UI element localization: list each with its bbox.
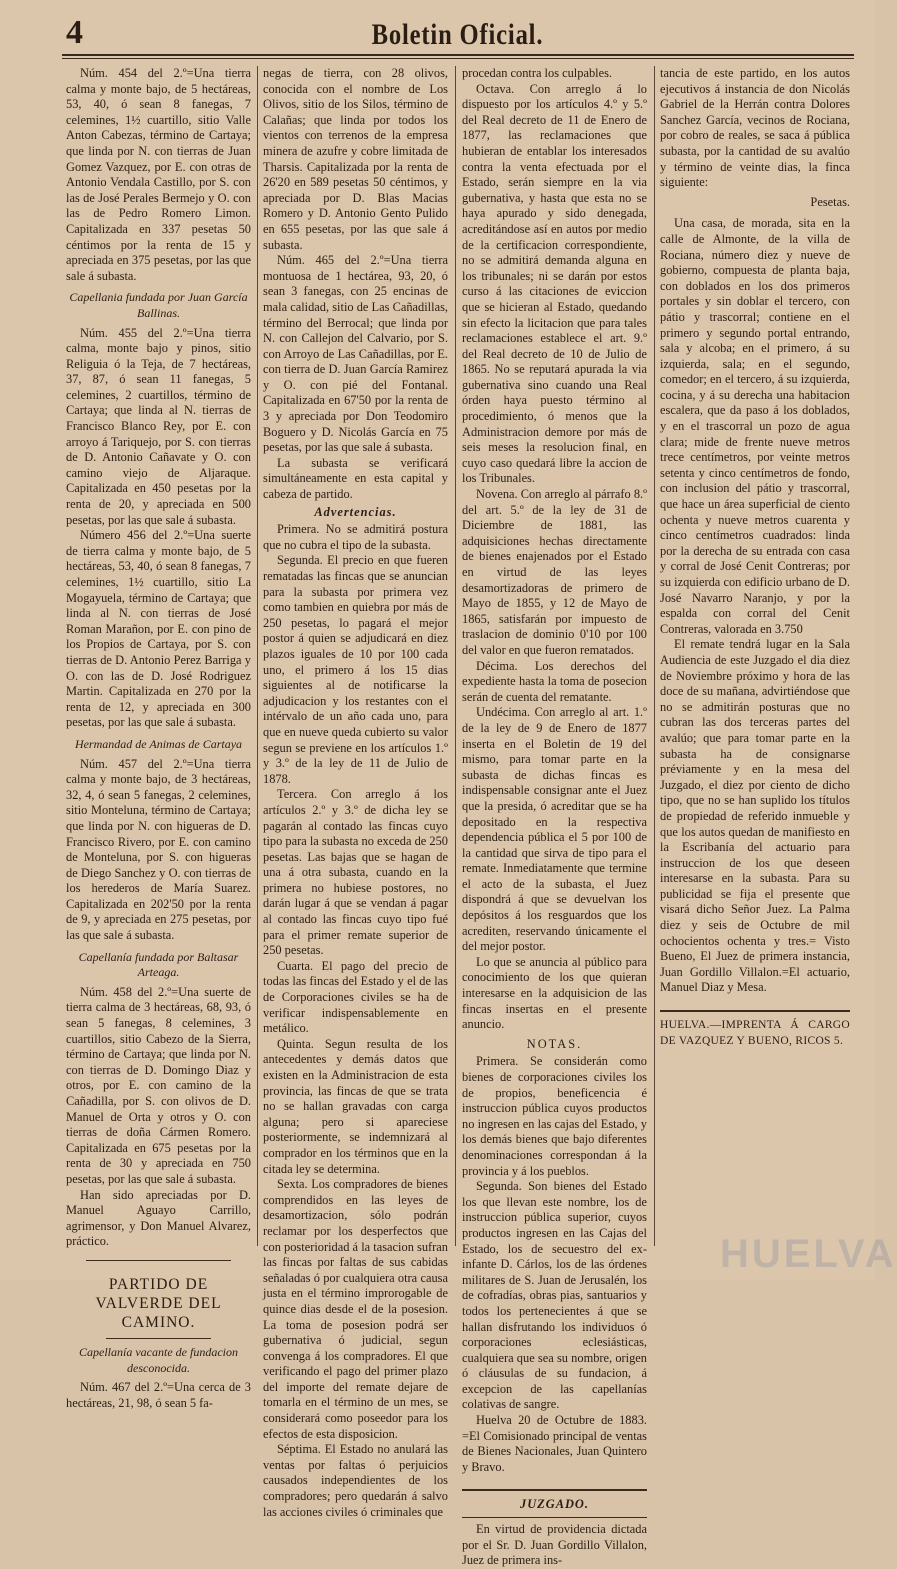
nota-primera: Primera. Se considerán como bienes de corporaciones civiles los de propios, beneficencia é instruccion pública cuyos productos no ingresen en las cajas del Estado, y los demás bienes que bajo diferentes denominaciones correspondan á la provincia y á los pueblos. — [462, 1054, 647, 1178]
heading-capellania-arteaga: Capellanía fundada por Baltasar Arteaga. — [78, 949, 239, 980]
public-notice: Lo que se anuncia al público para conocimiento de los que quieran interesarse en la adquisicion de las fincas insertas en el presente anuncio. — [462, 954, 647, 1032]
advertencia-septima: Séptima. El Estado no anulará las ventas por faltas ó perjuicios causados independientes de los compradores; pero quedarán á salvo las acciones civiles ó criminales que — [263, 1442, 448, 1519]
entry-455: Núm. 455 del 2.º=Una tierra calma, monte bajo y pinos, sitio Religuia ó la Teja, de 7 hectáreas, 37, 87, ó sean 11 fanegas, 5 celemines, 2 cuartillos, término de Cartaya; que linda al N. tierras de Francisco Blanco Rey, por E. con arroyo á Tariquejo, por S. con tierras de D. Antonio Cañavate y O. con camino viejo de Aljaraque. Capitalizada en 450 pesetas por la renta de 20, y apreciada en 500 pesetas, por las que sale á subasta. — [66, 325, 251, 527]
simultaneous-auction-note: La subasta se verificará simultáneamente en esta capital y cabeza de partido. — [263, 455, 448, 502]
imprint-rule — [660, 1010, 850, 1012]
column-2 — [263, 66, 448, 1519]
advertencia-novena: Novena. Con arreglo al párrafo 8.º del art. 5.º de la ley de 31 de Diciembre de 1881, las adquisiciones hechas directamente de bienes enajenados por el Estado en virtud de las leyes desamortizadoras de primero de Mayo de 1855, y 12 de Mayo de 1865, satisfarán por impuesto de traslacion de dominio 0'10 por 100 del valor en que fueron rematados. — [462, 487, 647, 657]
page-number: 4 — [66, 14, 83, 51]
header-rule — [62, 54, 854, 56]
column-4 — [660, 66, 850, 1236]
appraisers-note: Han sido apreciadas por D. Manuel Aguayo Carrillo, agrimensor, y Don Manuel Alvarez, práctico. — [66, 1187, 251, 1249]
advertencia-decima: Décima. Los derechos del expediente hasta la toma de posecion serán de cuenta del rematante. — [462, 658, 647, 704]
juzgado-notice-start: En virtud de providencia dictada por el Sr. D. Juan Gordillo Villalon, Juez de primera ins- — [462, 1522, 647, 1568]
entry-457: Núm. 457 del 2.º=Una tierra calma y monte bajo, de 3 hectáreas, 32, 4, ó sean 5 fanegas, 2 celemines, sitio Monteluna, término de Cartaya; que linda por N. con higueras de D. Francisco Rivero, por E. con camino de Monteluna, por S. con higueras de Diego Sanchez y O. con tierras de los herederos de María Suarez. Capitalizada en 202'50 por la renta de 9, y apreciada en 275 pesetas, por las que sale á subasta. — [66, 756, 251, 943]
advertencia-sexta: Sexta. Los compradores de bienes comprendidos en las leyes de desamortizacion, sólo podrán reclamar por los desperfectos que con posterioridad á la tasacion sufran las fincas por faltas de sus cabidas señaladas ó por cualquiera otra causa justa en el término improrogable de quince dias desde el de la posesion. La toma de posesion podrá ser gubernativa ó judicial, segun convenga á los compradores. El que verificando el pago del primer plazo del importe del remate dejare de tomarla en el término de un mes, se considerará como poseedor para los efectos de esta disposicion. — [263, 1177, 448, 1441]
header-rule-thin — [62, 58, 854, 59]
pesetas-label: Pesetas. — [810, 194, 850, 209]
heading-advertencias: Advertencias. — [314, 504, 397, 519]
section-title-rule — [106, 1338, 211, 1339]
heading-hermandad-animas: Hermandad de Animas de Cartaya — [74, 736, 243, 751]
library-watermark: HUELVA — [720, 1232, 897, 1276]
heading-capellania-ballinas: Capellania fundada por Juan García Ballinas. — [69, 290, 248, 320]
entry-465: Núm. 465 del 2.º=Una tierra montuosa de 1 hectárea, 93, 20, ó sean 3 fanegas, con 25 encinas de mala calidad, sitio de Las Cañadillas, término del Berrocal; que linda por N. con Callejon del Calvario, por S. con Arroyo de Las Cañadillas, por E. con tierra de D. Juan García Ramirez y O. con pié del Fontanal. Capitalizada en 67'50 por la renta de 3 y apreciada por Don Teodomiro Boguero y D. Nicolás García en 75 pesetas, por las que sale á subasta. — [263, 253, 448, 455]
juzgado-notice-continued: tancia de este partido, en los autos ejecutivos á instancia de don Nicolás Gabriel de la Herrán contra Dolores Sanchez García, vecinos de Rociana, por cobro de reales, se saca á pública subasta, por la cantidad de su avalúo y término de veinte dias, la finca siguiente: — [660, 66, 850, 190]
nota-segunda: Segunda. Son bienes del Estado los que llevan este nombre, los de instruccion pública superior, cuyos productos ingresen en las Cajas del Estado, los de secuestro del ex-infante D. Cárlos, los de las órdenes militares de S. Juan de Jerusalén, los de cofradías, obras pias, santuarios y todos los pertenecientes á que se hallan disfrutando los individuos ó corporaciones eclesiásticas, cualquiera que sea su nombre, origen ó cláusulas de su fundacion, á excepcion de las capellanías colativas de sangre. — [462, 1179, 647, 1412]
heading-capellania-vacante: Capellanía vacante de fundacion desconocida. — [79, 1344, 238, 1375]
advertencia-cuarta: Cuarta. El pago del precio de todas las fincas del Estado y el de las de Corporaciones civiles se ha de verificar indispensablemente en metálico. — [263, 958, 448, 1036]
entry-458: Núm. 458 del 2.º=Una suerte de tierra calma de 3 hectáreas, 68, 93, ó sean 5 fanegas, 8 celemines, 3 cuartillos, sitio Cabezo de la Sierra, término de Cartaya; que linda por N. con tierras de D. Domingo Diaz y otros, por E. con camino de la Cañadilla, por S. con olivos de D. Manuel de Orta y otros y O. con tierras de doña Cármen Romero. Capitalizada en 675 pesetas por la renta de 30 y apreciada en 750 pesetas, por las que sale á subasta. — [66, 984, 251, 1186]
printer-imprint: HUELVA.—IMPRENTA Á CARGO DE VAZQUEZ Y BUENO, RICOS 5. — [660, 1019, 850, 1047]
advertencia-primera: Primera. No se admitirá postura que no cubra el tipo de la subasta. — [263, 522, 448, 552]
entry-467: Núm. 467 del 2.º=Una cerca de 3 hectáreas, 21, 98, ó sean 5 fa- — [66, 1380, 251, 1410]
section-title-valverde: PARTIDO DE VALVERDE DEL CAMINO. — [95, 1275, 222, 1331]
publication-title: Boletin Oficial. — [371, 18, 544, 51]
signature-comisionado: Huelva 20 de Octubre de 1883. =El Comisionado principal de ventas de Bienes Nacionales, Juan Quintero y Bravo. — [462, 1413, 647, 1474]
column-divider-1 — [257, 66, 258, 1246]
property-description: Una casa, de morada, sita en la calle de Almonte, de la villa de Rociana, número diez y nueve de gobierno, compuesta de planta baja, con doblados en los dos primeros portales y sin doblar el tercero, con pátio y trascorral; contiene en el primero y segundo portal entrando, sala y alcoba; en el primero, á su izquierda, sala; en el segundo, comedor; en el tercero, á su izquierda, cocina, y á su derecha una habitacion escalera, que da paso á los doblados, y en el trascorral un pozo de agua clara; mide de frente nueve metros trece centímetros, por veinte metros setenta y cinco centímetros de fondo, con inclusion del pátio y trascorral, que hace un área superficial de ciento ochenta y nueve metros cuarenta y cinco centímetros cuadrados: linda por la derecha de su entrada con casa y corral de José Cenit Contreras; por su izquierda con edificio urbano de D. José Navarro Naranjo, y por la espalda con corral del Cenit Contreras, valorada en 3.750 — [660, 216, 850, 636]
column-divider-2 — [455, 66, 456, 1246]
section-separator — [86, 1260, 231, 1261]
column-divider-3 — [654, 66, 655, 1246]
advertencia-tercera: Tercera. Con arreglo á los artículos 2.º y 3.º de dicha ley se pagarán al contado las fincas cuyo tipo para la subasta no exceda de 250 pesetas. Las bajas que se hagan de una á otra subasta, cuando en la primera no hubiese postores, no darán lugar á que se vendan á pagar al contado las fincas cuyo tipo fué para el primer remate superior de 250 pesetas. — [263, 787, 448, 958]
entry-454: Núm. 454 del 2.º=Una tierra calma y monte bajo, de 5 hectáreas, 53, 40, ó sean 8 fanegas, 7 celemines, 1½ cuartillo, sitio Valle Anton Cabezas, término de Cartaya; que linda por N. con tierras de Juan Gomez Vazquez, por E. con otras de Antonio Vendala Castillo, por S. con las de José Perales Bermejo y O. con las de Pedro Romero Limon. Capitalizada en 337 pesetas 50 céntimos por la renta de 15 y apreciada en 375 pesetas, por las que sale á subasta. — [66, 66, 251, 283]
heading-juzgado: JUZGADO. — [520, 1497, 589, 1512]
juzgado-rule-bottom — [462, 1517, 647, 1518]
auction-terms: El remate tendrá lugar en la Sala Audiencia de este Juzgado el dia diez de Noviembre próximo y hora de las doce de su mañana, advirtiéndose que no se admitirán posturas que no cubran las dos terceras partes del avalúo; que para tomar parte en la subasta ha de consignarse préviamente y en la mesa del Juzgado, el diez por ciento de dicho tipo, que no se han suplido los títulos de propiedad de referido inmueble y que los autos quedan de manifiesto en la Escribanía del actuario para instruccion de los que deseen interesarse en la subasta. Para su publicidad se fija el presente que visará dicho Señor Juez. La Palma diez y seis de Octubre de mil ochocientos ochenta y tres.= Visto Bueno, El Juez de primera instancia, Juan Gordillo Villalon.=El actuario, Manuel Diaz y Mesa. — [660, 637, 850, 995]
advertencia-quinta: Quinta. Segun resulta de los antecedentes y demás datos que existen en la Administracion de esta provincia, las fincas de que se trata no se hallan gravadas con carga alguna; pero si apareciese posteriormente, se indemnizará al comprador en los términos que en la citada ley se determina. — [263, 1036, 448, 1176]
advertencia-segunda: Segunda. El precio en que fueren rematadas las fincas que se anuncian para la subasta por primera vez como tambien en quiebra por más de 250 pesetas, lo pagará el mejor postor á quien se adjudicará en diez plazos iguales de 10 por 100 cada uno, el primero á los 15 dias siguientes al de notificarse la adjudicacion y los restantes con el intérvalo de un año cada uno, para que en nueve queda cubierto su valor segun se previene en los artículos 1.º y 3.º de la ley de 11 de Julio de 1878. — [263, 553, 448, 786]
advertencia-undecima: Undécima. Con arreglo al art. 1.º de la ley de 9 de Enero de 1877 inserta en el Boletin de 19 del mismo, para tomar parte en la subasta de dichas fincas es indispensable consignar ante el Juez que la presida, ó acreditar que se ha depositado en la respectiva dependencia pública el 5 por 100 de la cantidad que sirva de tipo para el remate. Inmediatamente que termine el acto de la subasta, el Juez dispondrá á que se devuelvan los depósitos á los resguardos que los acrediten, reservando únicamente el del mejor postor. — [462, 705, 647, 954]
column-1 — [66, 66, 251, 1410]
column-3 — [462, 66, 647, 1568]
juzgado-rule — [462, 1489, 647, 1491]
page-header — [60, 14, 855, 54]
advertencia-octava: Octava. Con arreglo á lo dispuesto por los artículos 4.º y 5.º del Real decreto de 11 de Enero de 1877, las reclamaciones que hubieran de entablar los interesados contra la venta efectuada por el Estado, serán siempre en la via gubernativa, y hasta que esta no se haya apurado y sido denegada, acreditándose así en autos por medio de la certificacion correspondiente, no se admitirá demanda alguna en los tribunales; ni se darán por estos curso á las citaciones de eviccion que se hicieran al Estado, quedando sin efecto la licitacion que para tales reclamaciones establece el art. 9.º del Real decreto de 10 de Julio de 1865. No se reputará apurada la via gubernativa sino cuando una Real órden haya puesto término al procedimiento, ó menos que la Administracion demore por más de seis meses la resolucion final, en cuyo caso quedará libre la accion de los Tribunales. — [462, 81, 647, 486]
entry-467-continued: negas de tierra, con 28 olivos, conocida con el nombre de Los Olivos, sitio de los Silos, término de Calañas; que linda por todos los vientos con terrenos de la empresa minera de azufre y cobre limitada de Tharsis. Capitalizada por la renta de 26'20 en 589 pesetas 50 céntimos, y apreciada por D. Blas Macias Romero y D. Antonio Gento Pulido en 655 pesetas, por las que sale á subasta. — [263, 66, 448, 252]
septima-continued: procedan contra los culpables. — [462, 66, 613, 80]
heading-notas: NOTAS. — [526, 1036, 583, 1051]
entry-456: Número 456 del 2.º=Una suerte de tierra calma y monte bajo, de 5 hectáreas, 53, 40, ó sean 8 fanegas, 7 celemines, 1½ cuartillo, sitio La Mogayuela, término de Cartaya; que linda al N. con tierras de José Roman Marañon, por E. con pino de los Propios de Cartaya, por S. con tierras de D. Antonio Perez Barriga y O. con las de D. José Rodriguez Martin. Capitalizada en 270 por la renta de 12, y apreciada en 300 pesetas, por las que sale á subasta. — [66, 528, 251, 730]
